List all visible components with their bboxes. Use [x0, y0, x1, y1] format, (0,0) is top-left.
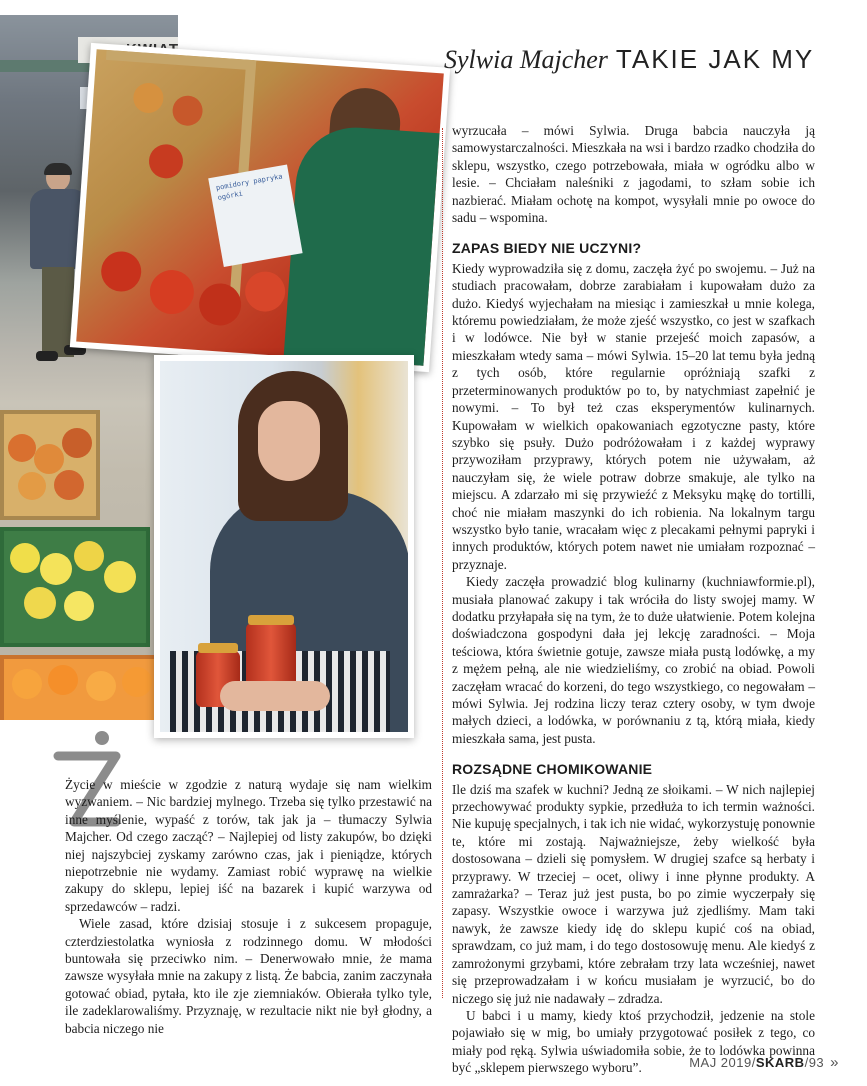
- shopping-note: pomidory papryka ogórki: [208, 164, 302, 267]
- orange-crate: [0, 655, 160, 720]
- lemon-crate: [0, 527, 150, 647]
- left-column: [65, 776, 432, 1037]
- tomato-photo: [70, 43, 450, 372]
- article-paragraph: Kiedy wyprowadziła się z domu, zaczęła żyć po swojemu. – Już na studiach pracowałam, dobrze zarabiałam i kupowałam dużo za dużo. Kiedyś wyjechałam na miesiąc i zamieszkał u mnie kolega, któremu powiedziałam, że może zjeść wszystko, co jest w szafkach i w lodówce. Nie był w stanie przejeść moich zapasów, a mieszkałam wtedy sama – mówi Sylwia. 15–20 lat temu była jedną z tych osób, które regularnie opróżniają szafki z przeterminowanych produktów po to, by natychmiast zapełnić je nowymi. – To był też czas eksperymentów kulinarnych. Kupowałam w wielkich opakowaniach egzotyczne pasty, które szybko się psuły. Dużo podróżowałam i z każdej wyprawy przywoziłam przyprawy, których potem nie używałam, aż nauczyłam się, że wiele potraw dobrze smakuje, ale tylko na miejscu. A zdarzało mi się przywieźć z Meksyku mąkę do tortilli, choć nie miałam maszynki do ich robienia. Na lokalnym targu wszystko było tanie, wracałam więc z plecakami pełnymi papryki i innych produktów, których potem nawet nie umiałam rozpoznać – przyznaje.: [452, 260, 815, 572]
- article-paragraph: Ile dziś ma szafek w kuchni? Jedną ze słoikami. – W nich najlepiej przechowywać produkty sypkie, przedłuża to ich termin ważności. Nie kupuję specjalnych, i tak ich nie widać, wykorzystuję ponownie te, które mi zostają. Najważniejsze, żeby wielkość była dostosowana – dzieli się pomysłem. W drugiej szafce są herbaty i przyprawy. W trzeciej – ocet, oliwy i inne płynne produkty. A zamrażarka? – Teraz już jest pusta, bo po zimie wyczerpały się zapasy. Wszystkie owoce i warzywa już zjedliśmy. Mam taki nawyk, że zawsze kiedy idę do sklepu kupić coś na obiad, sprawdzam, co już mam, i do tego dostosowuję menu. Ale kiedyś z zamrożonymi grzybami, które zebrałam trzy lata wcześniej, nawet się przeprowadzałam i w końcu musiałam je wyrzucić, bo do niczego się już nie nadawały – zdradza.: [452, 781, 815, 1006]
- magazine-name: SKARB: [755, 1055, 805, 1070]
- page-number: /93: [804, 1055, 825, 1070]
- section-heading: ZAPAS BIEDY NIE UCZYNI?: [452, 240, 642, 257]
- article-paragraph: wyrzucała – mówi Sylwia. Druga babcia nauczyła ją samowystarczalności. Mieszkała na wsi i bardzo rzadko chodziła do sklepu, wszystko, czego potrzebowała, miała w ogródku albo w lesie. – Chciałam naleśniki z jagodami, to szłam sobie ich nazbierać. Miałam ochotę na kompot, wysyłali mnie po owoce do sadu – wspomina.: [452, 123, 815, 226]
- author-name: Sylwia Majcher: [444, 45, 608, 74]
- right-column: [452, 122, 815, 1077]
- woman-with-jars-photo: [154, 355, 414, 738]
- page-footer: [689, 1054, 839, 1071]
- section-heading: ROZSĄDNE CHOMIKOWANIE: [452, 761, 653, 778]
- apple-crate: [0, 410, 100, 520]
- next-page-arrow-icon: »: [830, 1054, 839, 1071]
- column-rule: [442, 128, 443, 998]
- article-paragraph: Wiele zasad, które dzisiaj stosuje i z sukcesem propaguje, czterdziestolatka wyniosła z rodzinnego domu. W młodości buntowała się przeciwko nim. – Denerwowało mnie, że mama zawsze wysyłała mnie na zakupy z listą. Że babcia, zanim zaczynała gotować obiad, pytała, kto ile zje ziemniaków. Obierała tylko tyle, ile zadeklarowaliśmy. Przyznaję, w rezultacie nikt nie był głodny, a babcia niczego nie: [65, 916, 432, 1036]
- page-header: [444, 44, 824, 75]
- section-title: TAKIE JAK MY: [615, 44, 815, 74]
- issue-date: MAJ 2019/: [689, 1055, 756, 1070]
- article-paragraph: U babci i u mamy, kiedy ktoś przychodził, jedzenie na stole pojawiało się w mig, bo umiały przygotować posiłek z tego, co miały pod ręką. Sylwia uświadomiła sobie, że to lodówka powinna być „sklepem pierwszego wyboru”.: [452, 1007, 815, 1076]
- article-paragraph: Kiedy zaczęła prowadzić blog kulinarny (kuchniawformie.pl), musiała planować zakupy i tak wróciła do listy swojej mamy. W dodatku przyłapała się na tym, że to duże ułatwienie. Potem kolejna doświadczona gospodyni dała jej lekcję zaradności. – Moja teściowa, która świetnie gotuje, zawsze miała pustą lodówkę, a my z mężem pełną, ale nie wiedzieliśmy, co zrobić na obiad. Powoli zaczęłam wracać do korzeni, do tego wszystkiego, co negowałam – mówi Sylwia. Jej rodzina liczy teraz cztery osoby, w tym dwoje małych dzieci, a lodówka, w porównaniu z tą, którą miała, kiedy mieszkała sama, jest pusta.: [452, 574, 815, 746]
- article-lead-paragraph: Życie w mieście w zgodzie z naturą wydaje się nam wielkim wyzwaniem. – Nic bardziej mylnego. Trzeba się tylko przestawić na inne myślenie, wypaść z torów, tak jak ja – tłumaczy Sylwia Majcher. Od czego zacząć? – Najlepiej od listy zakupów, bo dzięki niej najszybciej zyskamy zarówno czas, jak i pieniądze, których niepotrzebnie nie wydamy. Zamiast robić wyprawę na wielkie zakupy do sklepu, lepiej iść na bazarek i kupić warzywa od sprzedawców – radzi.: [65, 777, 432, 914]
